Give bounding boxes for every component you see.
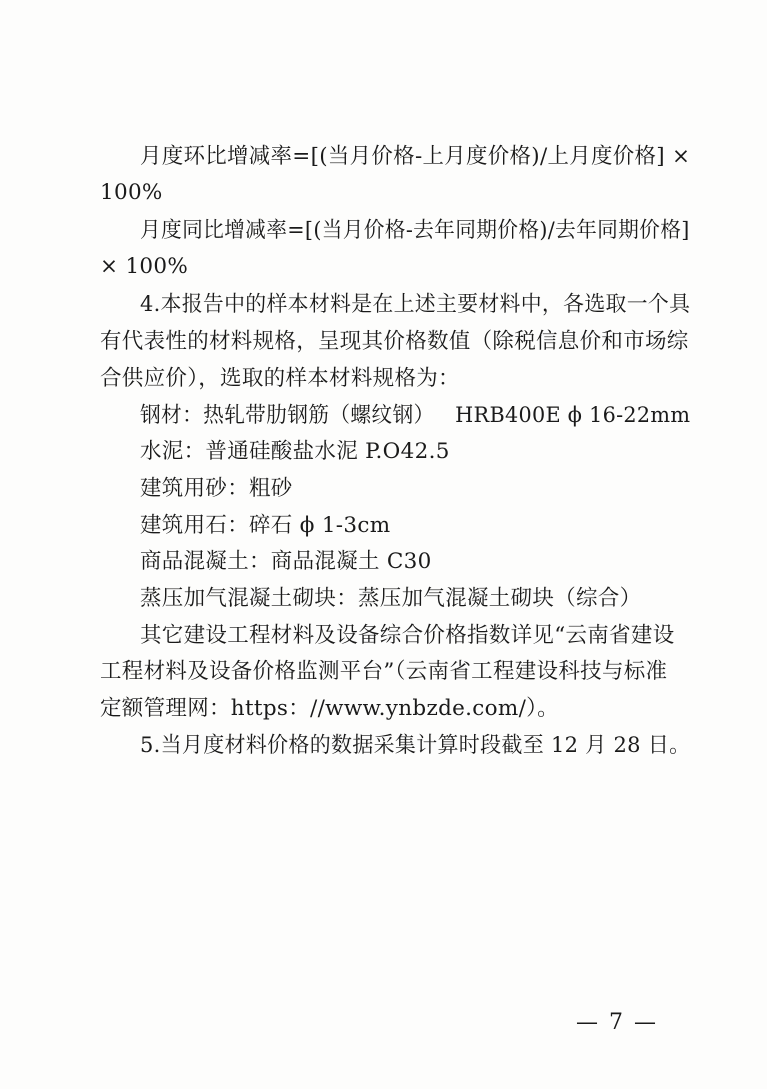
paragraph-4-line-2: 有代表性的材料规格，呈现其价格数值（除税信息价和市场综 — [100, 329, 689, 354]
other-index-line-1: 其它建设工程材料及设备综合价格指数详见“云南省建设 — [140, 623, 675, 648]
paragraph-4-line-1: 4.本报告中的样本材料是在上述主要材料中，各选取一个具 — [140, 292, 691, 317]
sample-cement: 水泥：普通硅酸盐水泥 P.O42.5 — [140, 439, 450, 464]
sample-steel: 钢材：热轧带肋钢筋（螺纹钢） HRB400E ϕ 16-22mm — [140, 403, 691, 428]
other-index-line-2: 工程材料及设备价格监测平台”（云南省工程建设科技与标准 — [100, 659, 668, 684]
sample-concrete: 商品混凝土：商品混凝土 C30 — [140, 549, 432, 574]
formula-yoy-line-1: 月度同比增减率=[(当月价格-去年同期价格)/去年同期价格] — [140, 218, 690, 243]
paragraph-5: 5.当月度材料价格的数据采集计算时段截至 12 月 28 日。 — [140, 733, 691, 758]
other-index-line-3: 定额管理网：https：//www.ynbzde.com/）。 — [100, 696, 559, 721]
formula-mom-line-2: 100% — [100, 180, 163, 205]
sample-aac-block: 蒸压加气混凝土砌块：蒸压加气混凝土砌块（综合） — [140, 586, 642, 611]
paragraph-4-line-3: 合供应价），选取的样本材料规格为： — [100, 366, 460, 391]
formula-mom-line-1: 月度环比增减率=[(当月价格-上月度价格)/上月度价格] × — [140, 144, 691, 169]
page-number: — 7 — — [576, 1010, 658, 1035]
sample-gravel: 建筑用石：碎石 ϕ 1-3cm — [140, 513, 391, 538]
sample-sand: 建筑用砂：粗砂 — [140, 476, 293, 501]
formula-yoy-line-2: × 100% — [100, 254, 189, 279]
